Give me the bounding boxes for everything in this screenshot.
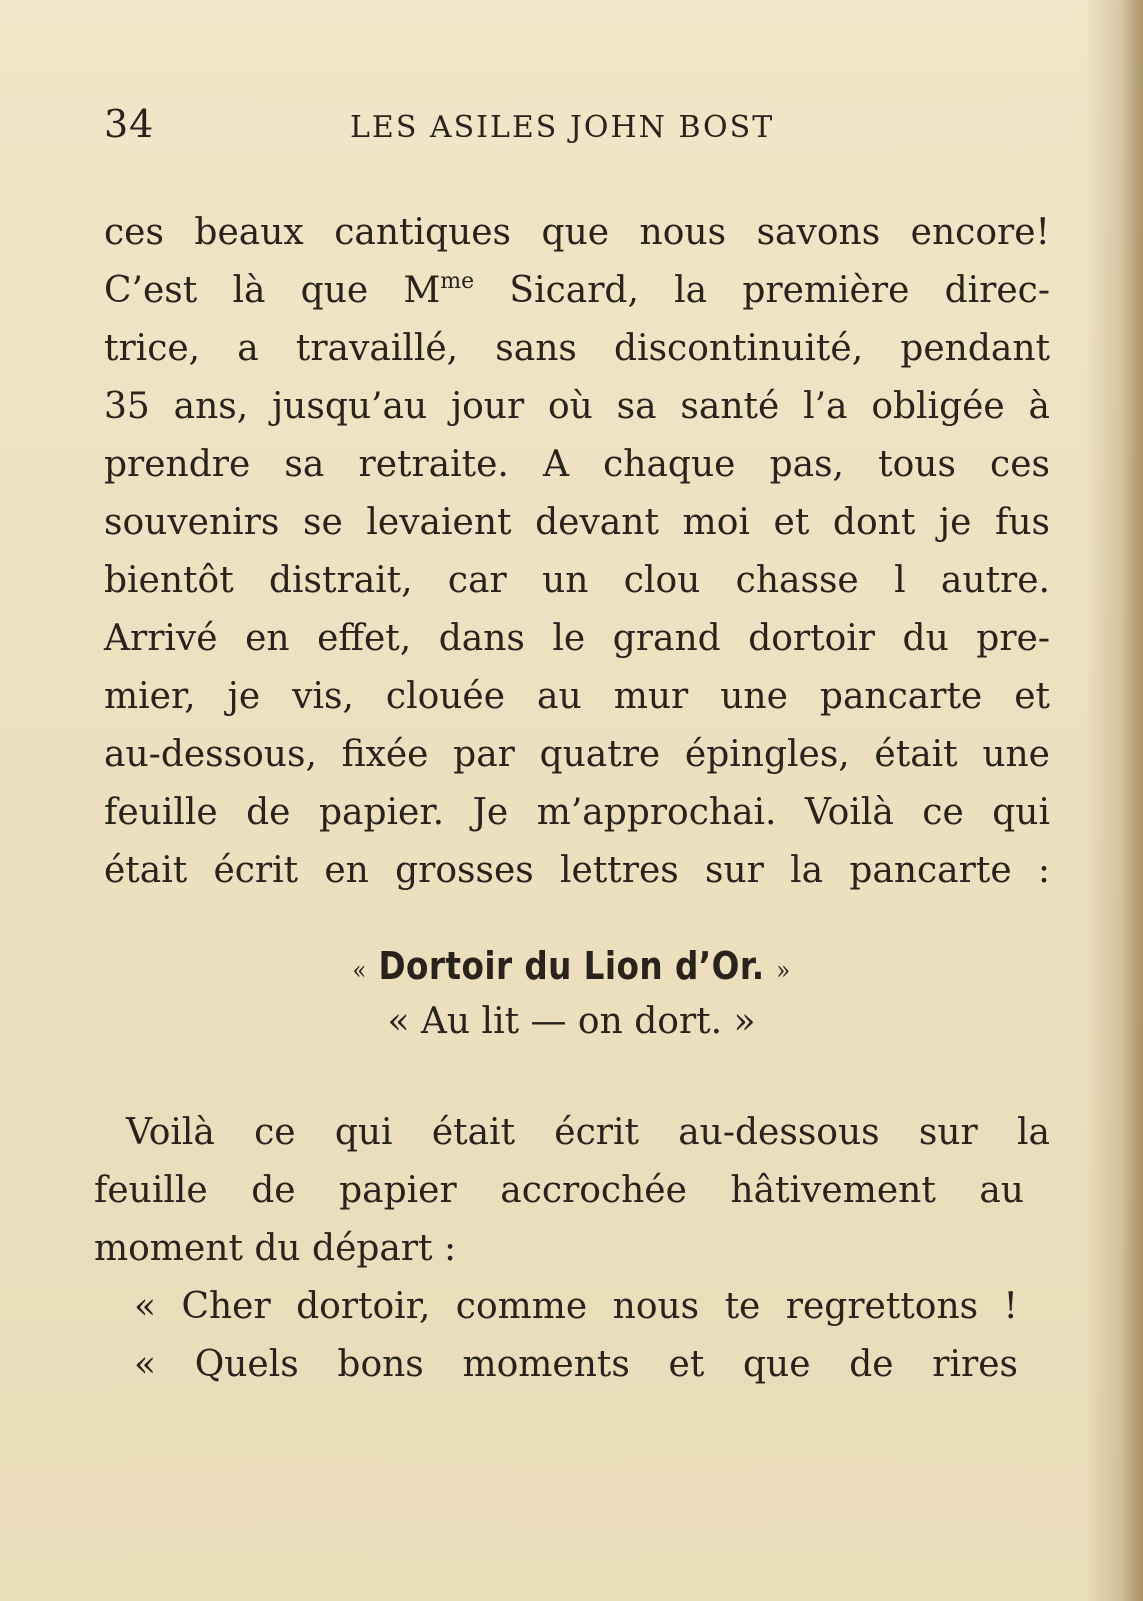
sign-motto: « Au lit — on dort. » — [387, 1001, 756, 1042]
text-line — [104, 262, 1050, 320]
text-line: ces beaux cantiques que nous savons encore! — [104, 212, 1050, 253]
text-line: 35 ans, jusqu’au jour où sa santé l’a obligée à — [104, 386, 1050, 427]
text-line: prendre sa retraite. A chaque pas, tous ces — [104, 444, 1050, 485]
page-edge-shadow — [1121, 0, 1143, 1601]
page-header — [104, 102, 824, 152]
text-fragment: Sicard, la première direc- — [474, 270, 1050, 311]
text-line: trice, a travaillé, sans discontinuité, pendant — [104, 328, 1050, 369]
text-line: feuille de papier accrochée hâtivement au — [94, 1170, 1024, 1211]
text-line: feuille de papier. Je m’approchai. Voilà ce qui — [104, 792, 1050, 833]
text-line: Voilà ce qui était écrit au-dessous sur la — [126, 1112, 1050, 1153]
sign-title — [80, 938, 1063, 999]
text-line: au-dessous, fixée par quatre épingles, était une — [104, 734, 1050, 775]
text-line: « Cher dortoir, comme nous te regrettons ! — [134, 1286, 1018, 1327]
text-line: moment du départ : — [94, 1228, 457, 1269]
superscript: me — [440, 269, 475, 294]
text-line: était écrit en grosses lettres sur la pancarte : — [104, 850, 1050, 891]
running-title: LES ASILES JOHN BOST — [350, 110, 775, 145]
close-quote: » — [776, 956, 791, 986]
text-line: mier, je vis, clouée au mur une pancarte et — [104, 676, 1050, 717]
text-fragment: C’est là que M — [104, 270, 441, 311]
text-line: souvenirs se levaient devant moi et dont je fus — [104, 502, 1050, 543]
open-quote: « — [352, 956, 367, 986]
page-number: 34 — [104, 102, 155, 146]
text-line: « Quels bons moments et que de rires — [134, 1344, 1018, 1385]
text-line: Arrivé en effet, dans le grand dortoir du pre- — [104, 618, 1050, 659]
text-line: bientôt distrait, car un clou chasse l autre. — [104, 560, 1050, 601]
sign-title-text: Dortoir du Lion d’Or. — [366, 944, 777, 988]
